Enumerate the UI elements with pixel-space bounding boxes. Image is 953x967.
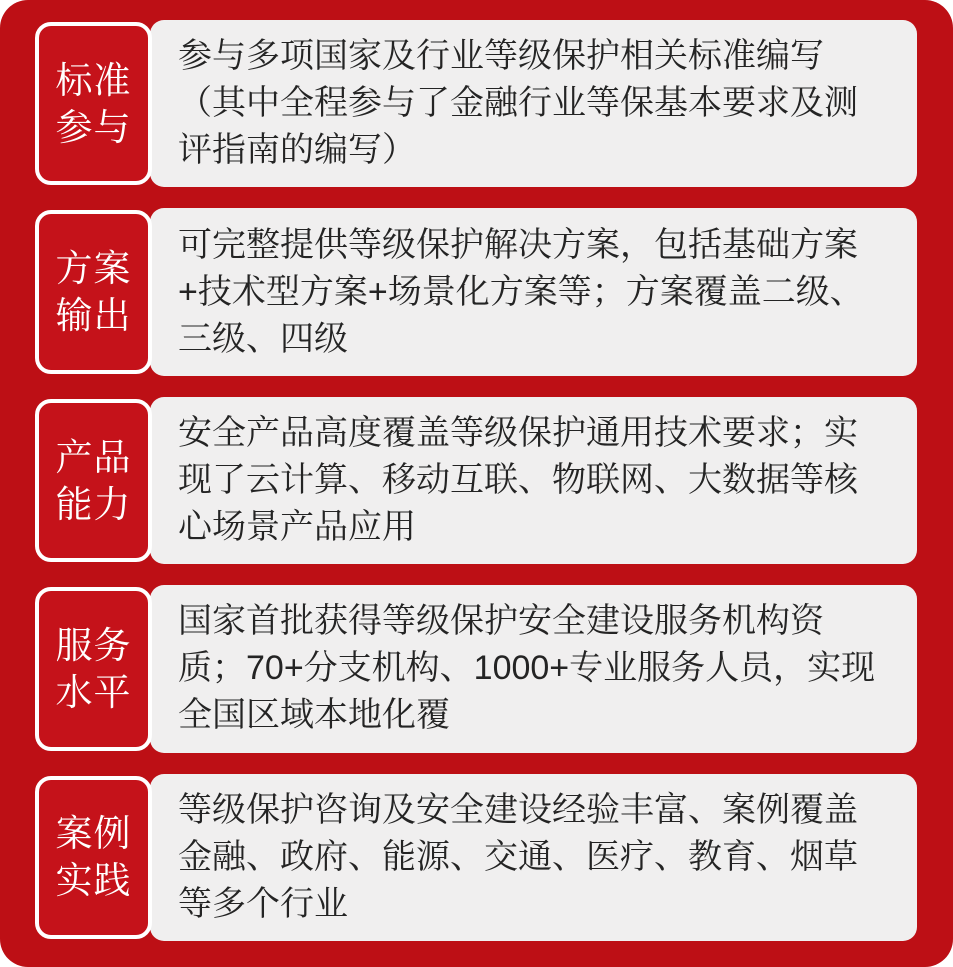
row-label-badge-services bbox=[35, 587, 152, 750]
row-content-text: 参与多项国家及行业等级保护相关标准编写（其中全程参与了金融行业等保基本要求及测评指南的编写） bbox=[178, 37, 858, 170]
row-label-badge-solutions bbox=[35, 210, 152, 373]
row-content-card-products bbox=[150, 397, 917, 564]
row-label-line1: 案例 bbox=[55, 813, 132, 855]
row-label-badge-products bbox=[35, 399, 152, 562]
row-content-card-standards bbox=[150, 20, 917, 187]
feature-row-services bbox=[35, 585, 917, 752]
row-label-line2: 输出 bbox=[55, 295, 132, 337]
row-content-text: 国家首批获得等级保护安全建设服务机构资质；70+分支机构、1000+专业服务人员，实现全国区域本地化覆 bbox=[178, 602, 876, 735]
row-label-line1: 产品 bbox=[55, 436, 132, 478]
row-label-line1: 方案 bbox=[55, 248, 132, 290]
row-label-badge-cases bbox=[35, 776, 152, 939]
row-content-text: 可完整提供等级保护解决方案，包括基础方案+技术型方案+场景化方案等；方案覆盖二级、三级、四级 bbox=[178, 225, 864, 358]
row-label-badge-standards bbox=[35, 22, 152, 185]
row-content-card-cases bbox=[150, 774, 917, 941]
row-label-line1: 服务 bbox=[55, 624, 132, 666]
row-content-text: 安全产品高度覆盖等级保护通用技术要求；实现了云计算、移动互联、物联网、大数据等核心场景产品应用 bbox=[178, 414, 858, 547]
row-content-card-solutions bbox=[150, 208, 917, 375]
row-label-line2: 能力 bbox=[55, 483, 132, 525]
row-content-text: 等级保护咨询及安全建设经验丰富、案例覆盖金融、政府、能源、交通、医疗、教育、烟草等多个行业 bbox=[178, 790, 858, 923]
row-label-line1: 标准 bbox=[55, 59, 132, 101]
row-label-line2: 实践 bbox=[55, 860, 132, 902]
row-content-card-services bbox=[150, 585, 917, 752]
row-label-line2: 水平 bbox=[55, 671, 132, 713]
feature-row-products bbox=[35, 397, 917, 564]
feature-row-standards bbox=[35, 20, 917, 187]
row-label-line2: 参与 bbox=[55, 106, 132, 148]
feature-row-solutions bbox=[35, 208, 917, 375]
feature-row-cases bbox=[35, 774, 917, 941]
